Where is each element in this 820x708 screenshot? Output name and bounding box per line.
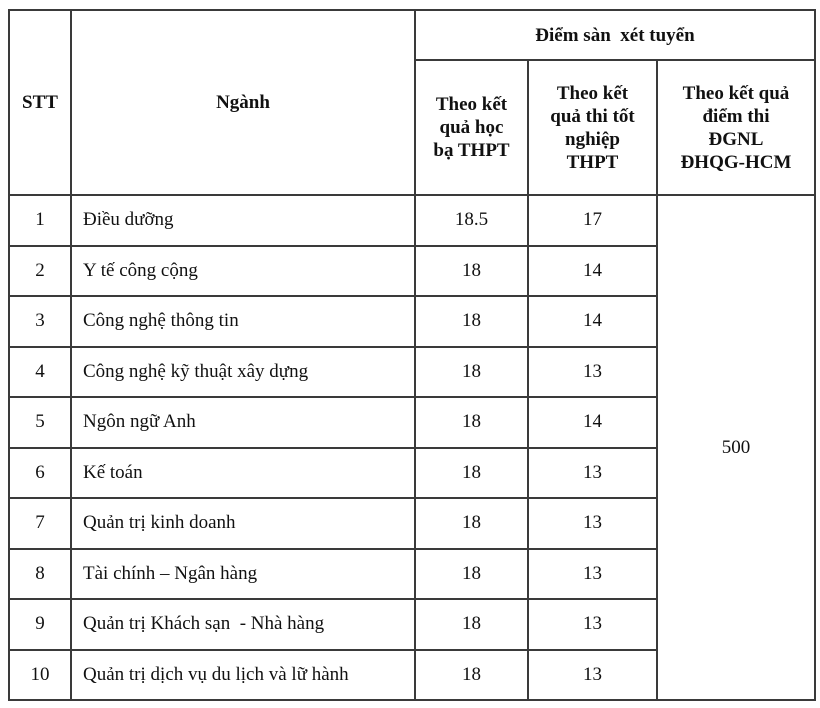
cell-hocba: 18 bbox=[415, 549, 528, 600]
cell-nganh: Công nghệ kỹ thuật xây dựng bbox=[71, 347, 415, 398]
cell-stt: 1 bbox=[9, 195, 71, 246]
cell-stt: 6 bbox=[9, 448, 71, 499]
cell-nganh: Quản trị kinh doanh bbox=[71, 498, 415, 549]
cell-hocba: 18 bbox=[415, 599, 528, 650]
cell-hocba: 18.5 bbox=[415, 195, 528, 246]
cell-nganh: Ngôn ngữ Anh bbox=[71, 397, 415, 448]
cell-stt: 10 bbox=[9, 650, 71, 701]
cell-nganh: Quản trị Khách sạn - Nhà hàng bbox=[71, 599, 415, 650]
cell-stt: 7 bbox=[9, 498, 71, 549]
header-line: nghiệp bbox=[565, 128, 620, 150]
cell-nganh: Quản trị dịch vụ du lịch và lữ hành bbox=[71, 650, 415, 701]
header-line: THPT bbox=[566, 151, 619, 173]
cell-nganh: Kế toán bbox=[71, 448, 415, 499]
header-thpt bbox=[528, 60, 657, 195]
cell-stt: 3 bbox=[9, 296, 71, 347]
header-line: điểm thi bbox=[702, 105, 770, 127]
cell-nganh: Điều dưỡng bbox=[71, 195, 415, 246]
cell-hocba: 18 bbox=[415, 397, 528, 448]
cell-thpt: 13 bbox=[528, 599, 657, 650]
header-stt: STT bbox=[9, 10, 71, 195]
header-line: ĐHQG-HCM bbox=[680, 151, 792, 173]
header-line: bạ THPT bbox=[433, 140, 510, 161]
header-line: quả học bbox=[439, 117, 504, 138]
cell-hocba: 18 bbox=[415, 246, 528, 297]
cell-thpt: 14 bbox=[528, 397, 657, 448]
admission-score-table bbox=[8, 9, 816, 701]
cell-hocba: 18 bbox=[415, 347, 528, 398]
cell-thpt: 14 bbox=[528, 246, 657, 297]
cell-hocba: 18 bbox=[415, 498, 528, 549]
cell-thpt: 13 bbox=[528, 549, 657, 600]
header-line: ĐGNL bbox=[708, 128, 764, 150]
cell-nganh: Y tế công cộng bbox=[71, 246, 415, 297]
cell-stt: 9 bbox=[9, 599, 71, 650]
table-row bbox=[9, 195, 815, 246]
cell-thpt: 13 bbox=[528, 498, 657, 549]
cell-hocba: 18 bbox=[415, 296, 528, 347]
cell-hocba: 18 bbox=[415, 448, 528, 499]
cell-thpt: 13 bbox=[528, 448, 657, 499]
header-hocba bbox=[415, 60, 528, 195]
cell-stt: 4 bbox=[9, 347, 71, 398]
cell-thpt: 13 bbox=[528, 650, 657, 701]
cell-thpt: 17 bbox=[528, 195, 657, 246]
cell-dgnl-merged: 500 bbox=[657, 195, 815, 700]
cell-nganh: Công nghệ thông tin bbox=[71, 296, 415, 347]
header-line: Theo kết bbox=[556, 82, 629, 104]
header-nganh: Ngành bbox=[71, 10, 415, 195]
header-line: quả thi tốt bbox=[550, 105, 635, 127]
header-group-diem-san: Điểm sàn xét tuyển bbox=[415, 10, 815, 60]
cell-stt: 8 bbox=[9, 549, 71, 600]
cell-hocba: 18 bbox=[415, 650, 528, 701]
cell-stt: 5 bbox=[9, 397, 71, 448]
header-line: Theo kết quả bbox=[682, 82, 790, 104]
cell-thpt: 14 bbox=[528, 296, 657, 347]
header-line: Theo kết bbox=[435, 94, 508, 115]
cell-stt: 2 bbox=[9, 246, 71, 297]
cell-nganh: Tài chính – Ngân hàng bbox=[71, 549, 415, 600]
header-dgnl bbox=[657, 60, 815, 195]
cell-thpt: 13 bbox=[528, 347, 657, 398]
